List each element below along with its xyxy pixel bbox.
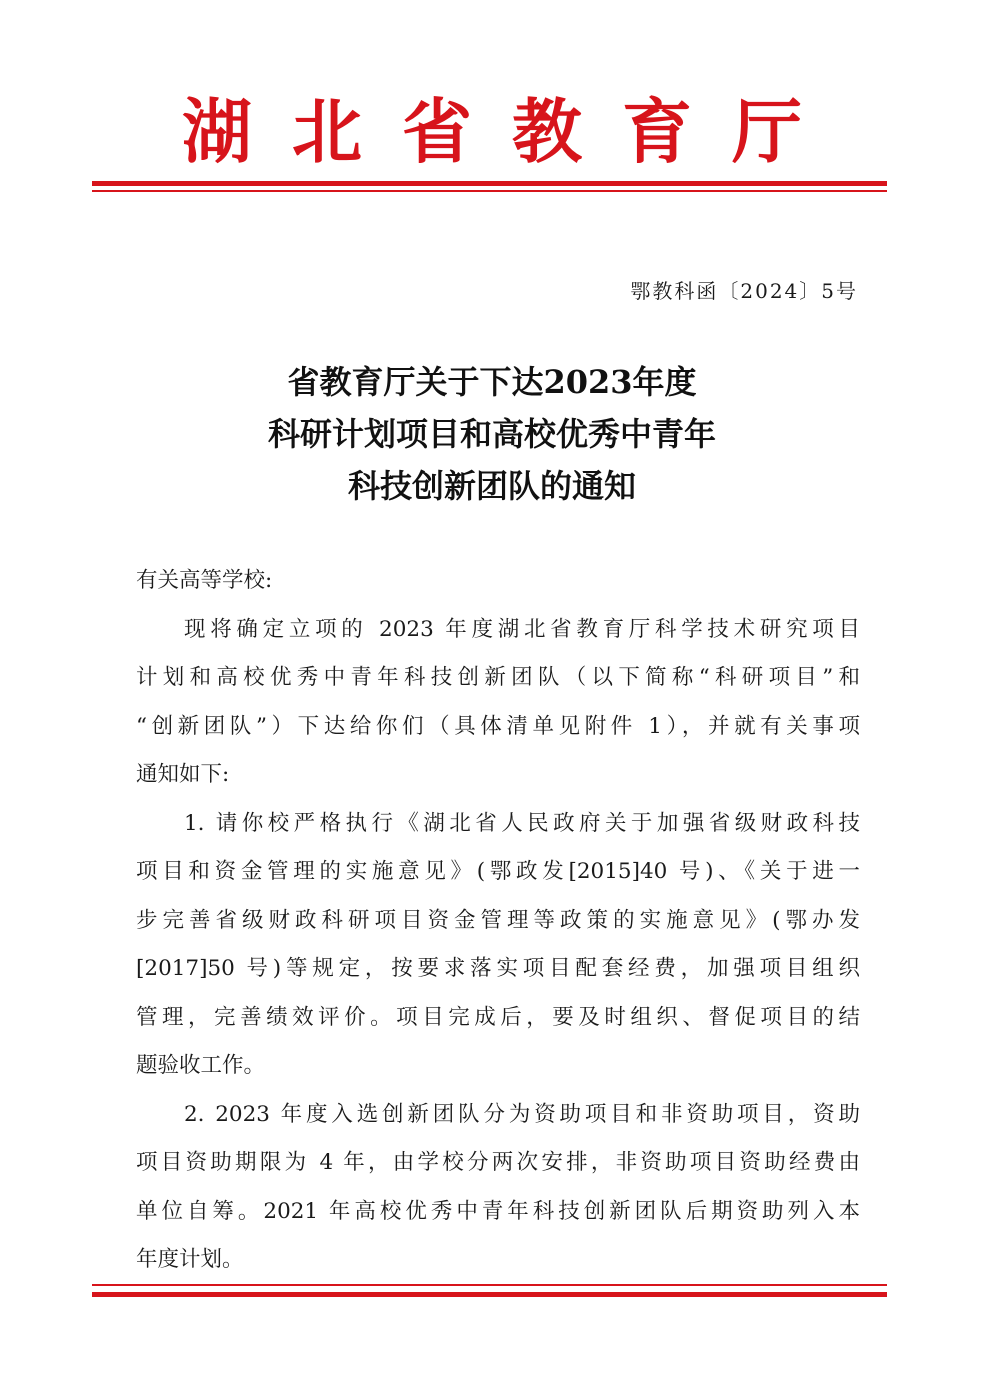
body-line: “创新团队”）下达给你们（具体清单见附件 1），并就有关事项 (136, 713, 860, 739)
body-line: 项目资助期限为 4 年，由学校分两次安排，非资助项目资助经费由 (136, 1150, 860, 1175)
body-line: 2. 2023 年度入选创新团队分为资助项目和非资助项目，资助 (184, 1101, 860, 1127)
body-line: 单位自筹。2021 年高校优秀中青年科技创新团队后期资助列入本 (136, 1198, 860, 1224)
body-line: 管理，完善绩效评价。项目完成后，要及时组织、督促项目的结 (136, 1004, 860, 1030)
body-line: 1. 请你校严格执行《湖北省人民政府关于加强省级财政科技 (184, 810, 860, 836)
title-line-1: 省教育厅关于下达2023年度 (287, 363, 697, 401)
header-rule-thin (92, 190, 887, 192)
body-line: 题验收工作。 (136, 1053, 266, 1078)
body-line: 现将确定立项的 2023 年度湖北省教育厅科学技术研究项目 (184, 616, 860, 642)
document-number: 鄂教科函〔2024〕5号 (630, 279, 858, 303)
agency-masthead: 湖北省教育厅 (182, 90, 842, 173)
body-line: [2017]50 号)等规定，按要求落实项目配套经费，加强项目组织 (136, 956, 860, 981)
document-body (136, 557, 860, 1285)
footer-rule-thick (92, 1292, 887, 1297)
body-line: 通知如下: (136, 762, 230, 787)
header-rule-thick (92, 181, 887, 186)
body-line: 步完善省级财政科研项目资金管理等政策的实施意见》(鄂办发 (136, 907, 860, 933)
salutation: 有关高等学校: (136, 568, 273, 593)
footer-rule-thin (92, 1284, 887, 1286)
title-line-2: 科研计划项目和高校优秀中青年 (267, 415, 716, 453)
body-line: 年度计划。 (136, 1247, 244, 1272)
document-title (0, 356, 984, 512)
body-line: 项目和资金管理的实施意见》(鄂政发[2015]40 号)、《关于进一 (136, 859, 860, 884)
body-line: 计划和高校优秀中青年科技创新团队（以下简称“科研项目”和 (136, 665, 860, 690)
title-line-3: 科技创新团队的通知 (347, 467, 636, 505)
